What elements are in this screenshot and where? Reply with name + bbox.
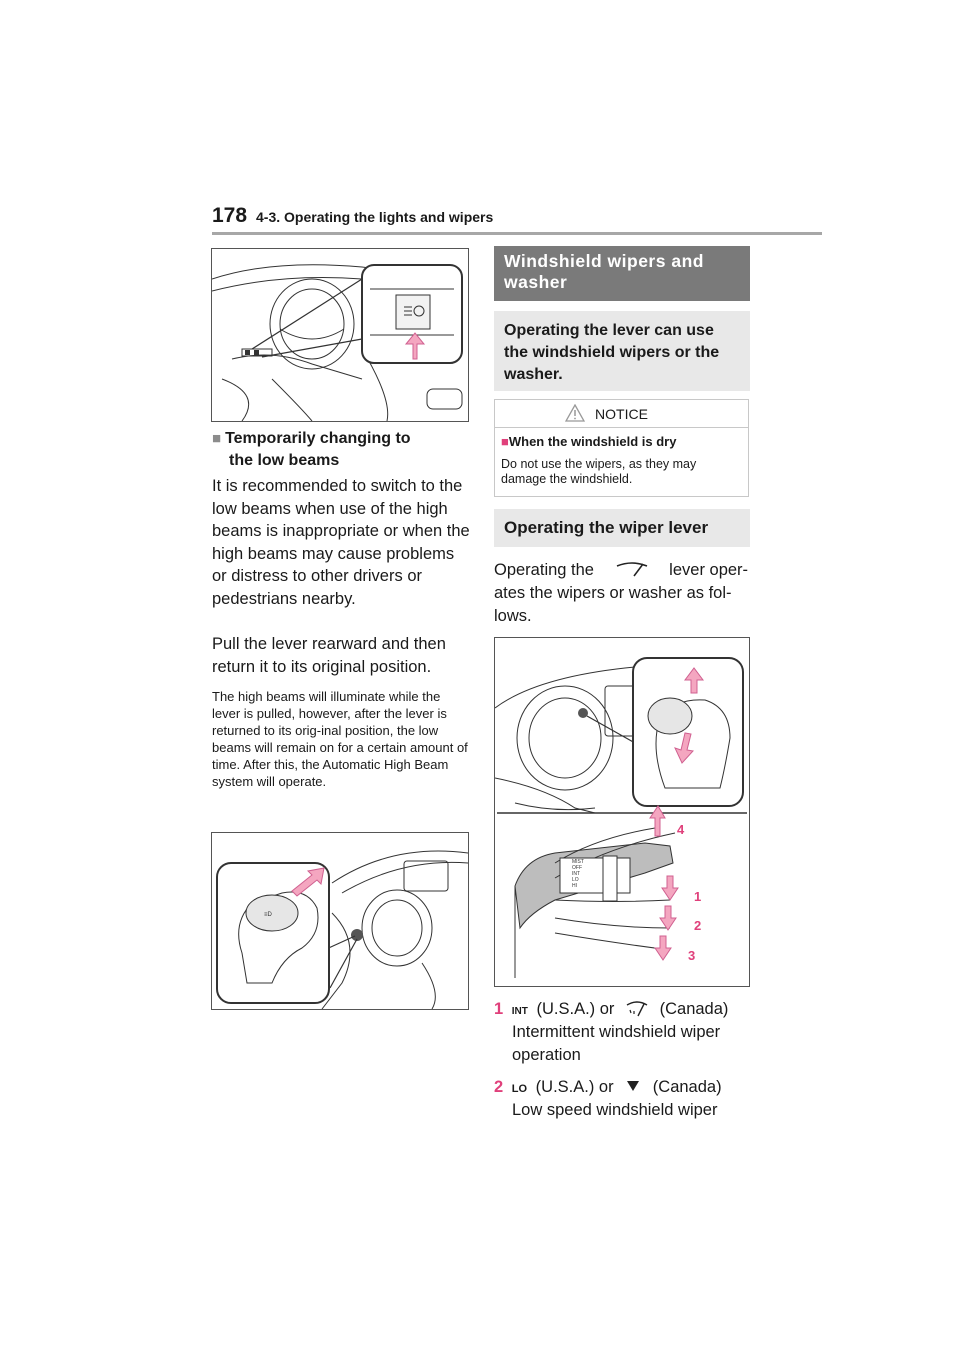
- paragraph-pull-lever: Pull the lever rearward and then return it to its original position.: [212, 635, 446, 676]
- operating-text-line2: ates the wipers or washer as fol-: [494, 584, 732, 602]
- item-2-line: 2 LO (U.S.A.) or (Canada): [494, 1078, 722, 1096]
- position-4-arrow-icon: [650, 806, 665, 836]
- position-label-3: 3: [688, 948, 696, 963]
- svg-text:≡D: ≡D: [264, 912, 272, 918]
- item-1-desc-line2: operation: [512, 1046, 581, 1064]
- square-bullet-icon: ■: [212, 430, 222, 447]
- operating-text-line3: lows.: [494, 607, 532, 625]
- heading-windshield-wipers: Windshield wipers and washer: [494, 246, 750, 301]
- figure-pull-lever: [211, 832, 469, 1010]
- intermittent-wiper-icon: [624, 998, 650, 1018]
- lever-label-int: INT: [572, 871, 581, 877]
- position-2-arrow-icon: [660, 906, 676, 930]
- notice-body: Do not use the wipers, as they may damage the windshield.: [501, 457, 697, 486]
- notice-divider: [495, 427, 748, 428]
- item-1-desc-line1: Intermittent windshield wiper: [512, 1023, 721, 1041]
- note-high-beams: The high beams will illuminate while the lever is pulled, however, after the lever is returned to its orig-inal position, the low beams will remain on for a certain amount of time. After this, the Automatic High Beam system will operate.: [212, 689, 468, 789]
- lever-label-off: OFF: [572, 865, 582, 871]
- position-label-1: 1: [694, 889, 702, 904]
- notice-title: NOTICE: [595, 406, 648, 422]
- lever-pull-illustration: [212, 833, 468, 1009]
- notice-box: [494, 399, 749, 497]
- figure-wiper-lever: [494, 637, 750, 987]
- position-3-arrow-icon: [655, 936, 671, 960]
- notice-subtitle: ■When the windshield is dry: [501, 434, 677, 449]
- item-1-line: 1 INT (U.S.A.) or (Canada): [494, 1000, 729, 1018]
- item-2-desc-line1: Low speed windshield wiper: [512, 1101, 718, 1119]
- pink-square-icon: ■: [501, 434, 509, 449]
- wiper-symbol-icon: [613, 560, 651, 578]
- section-title: 4-3. Operating the lights and wipers: [256, 209, 494, 225]
- position-1-arrow-icon: [662, 876, 678, 900]
- subheading-low-beams: ■ Temporarily changing to the low beams: [212, 430, 411, 469]
- lever-label-hi: HI: [572, 883, 577, 889]
- lever-label-lo: LO: [572, 877, 579, 883]
- position-label-4: 4: [677, 822, 685, 837]
- wiper-lever-illustration: [495, 638, 749, 986]
- down-triangle-icon: [626, 1079, 640, 1093]
- position-label-2: 2: [694, 918, 702, 933]
- paragraph-recommendation: It is recommended to switch to the low beams when use of the high beams is inappropriate or when the high beams may cause problems or distress to other drivers or pedestrians nearby.: [212, 477, 470, 608]
- int-symbol: INT: [511, 1006, 528, 1017]
- lever-label-mist: MIST: [572, 859, 584, 865]
- header-rule: [212, 232, 822, 235]
- heading-wiper-lever: Operating the wiper lever: [494, 509, 750, 547]
- page-number: 178: [212, 204, 248, 227]
- lo-symbol: LO: [511, 1083, 528, 1095]
- operating-text-line1: Operating the lever oper-: [494, 561, 749, 579]
- intro-box: Operating the lever can use the windshield wipers or the washer.: [494, 311, 750, 391]
- figure-auto-high-beam-switch: [211, 248, 469, 422]
- dashboard-illustration: [212, 249, 468, 421]
